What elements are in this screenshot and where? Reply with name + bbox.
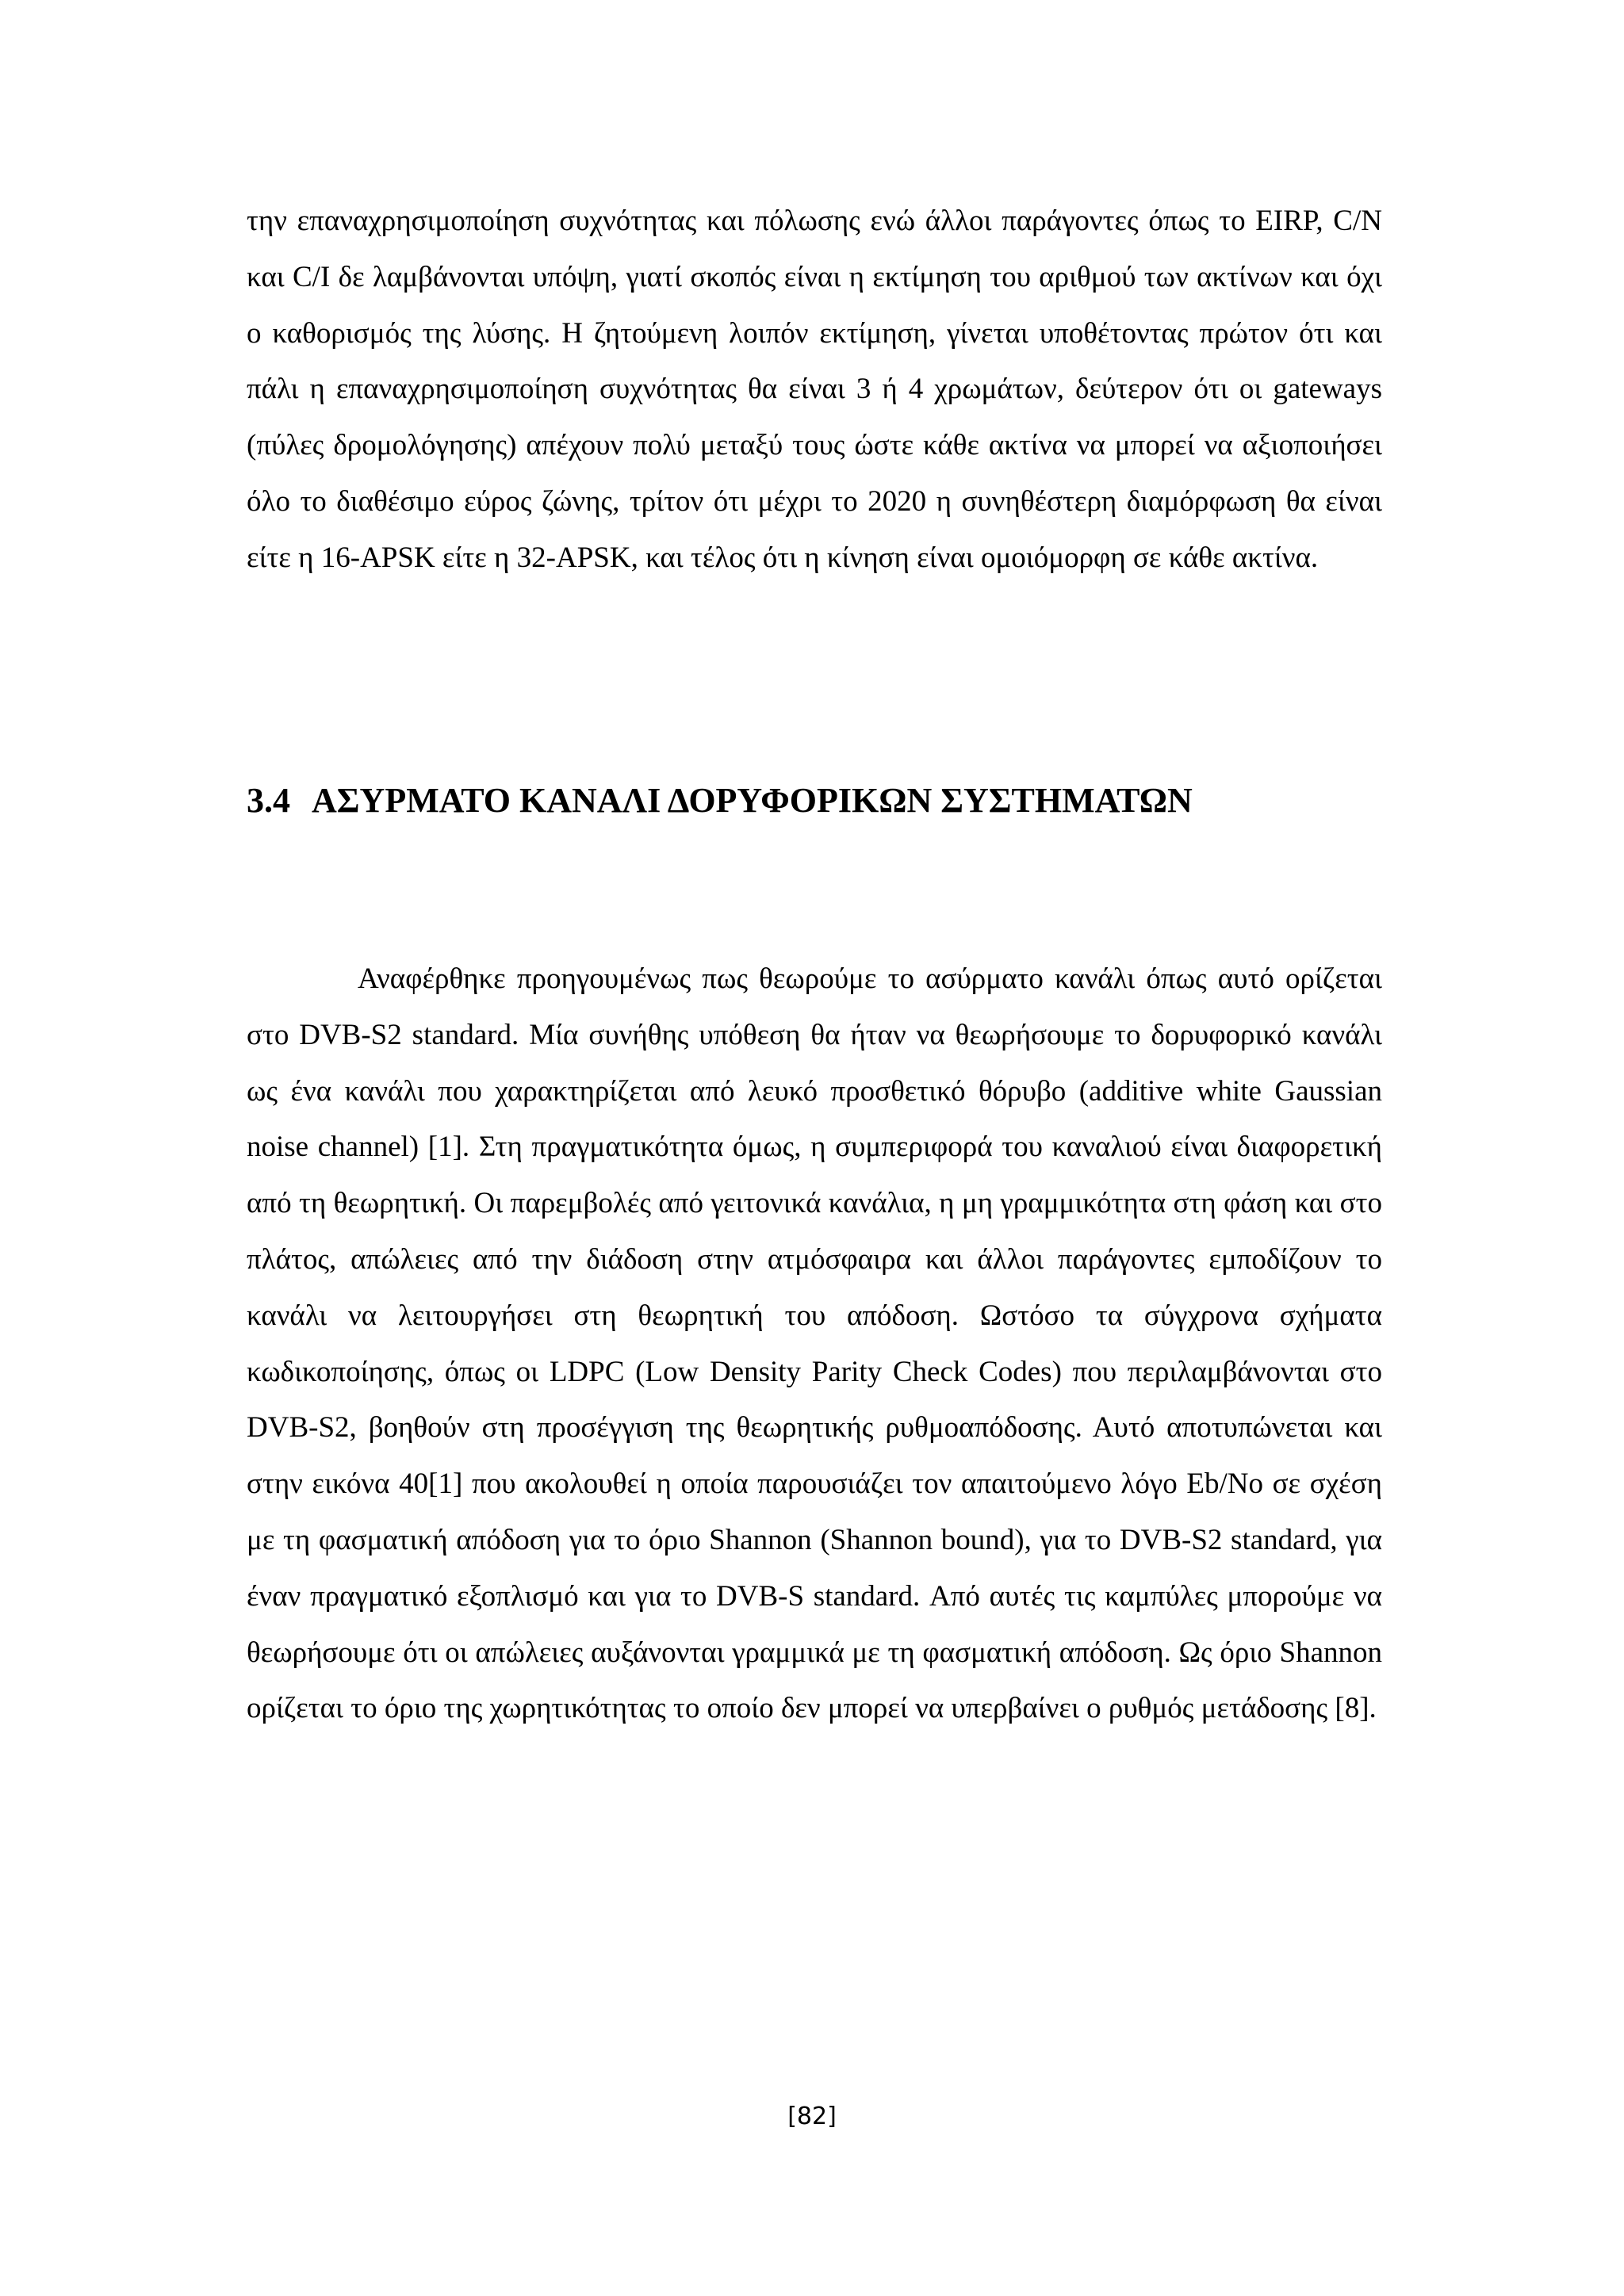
- section-heading: [247, 779, 1193, 823]
- page-number: [82]: [787, 2103, 837, 2130]
- section-title: ΑΣΥΡΜΑΤΟ ΚΑΝΑΛΙ ΔΟΡΥΦΟΡΙΚΩΝ ΣΥΣΤΗΜΑΤΩΝ: [312, 781, 1193, 820]
- section-paragraph: Αναφέρθηκε προηγουμένως πως θεωρούμε το ασύρματο κανάλι όπως αυτό ορίζεται στο DVB-S2 standard. Μία συνήθης υπόθεση θα ήταν να θεωρήσουμε το δορυφορικό κανάλι ως ένα κανάλι που χαρακτηρίζεται από λευκό προσθετικό θόρυβο (additive white Gaussian noise channel) [1]. Στη πραγματικότητα όμως, η συμπεριφορά του καναλιού είναι διαφορετική από τη θεωρητική. Οι παρεμβολές από γειτονικά κανάλια, η μη γραμμικότητα στη φάση και στο πλάτος, απώλειες από την διάδοση στην ατμόσφαιρα και άλλοι παράγοντες εμποδίζουν το κανάλι να λειτουργήσει στη θεωρητική του απόδοση. Ωστόσο τα σύγχρονα σχήματα κωδικοποίησης, όπως οι LDPC (Low Density Parity Check Codes) που περιλαμβάνονται στο DVB-S2, βοηθούν στη προσέγγιση της θεωρητικής ρυθμοαπόδοσης. Αυτό αποτυπώνεται και στην εικόνα 40[1] που ακολουθεί η οποία παρουσιάζει τον απαιτούμενο λόγο Eb/No σε σχέση με τη φασματική απόδοση για το όριο Shannon (Shannon bound), για το DVB-S2 standard, για έναν πραγματικό εξοπλισμό και για το DVB-S standard. Από αυτές τις καμπύλες μπορούμε να θεωρήσουμε ότι οι απώλειες αυξάνονται γραμμικά με τη φασματική απόδοση. Ως όριο Shannon ορίζεται το όριο της χωρητικότητας το οποίο δεν μπορεί να υπερβαίνει ο ρυθμός μετάδοσης [8].: [247, 962, 1382, 1725]
- intro-block: [247, 193, 1382, 587]
- intro-paragraph: την επαναχρησιμοποίηση συχνότητας και πόλωσης ενώ άλλοι παράγοντες όπως το EIRP, C/N και C/I δε λαμβάνονται υπόψη, γιατί σκοπός είναι η εκτίμηση του αριθμού των ακτίνων και όχι ο καθορισμός της λύσης. Η ζητούμενη λοιπόν εκτίμηση, γίνεται υποθέτοντας πρώτον ότι και πάλι η επαναχρησιμοποίηση συχνότητας θα είναι 3 ή 4 χρωμάτων, δεύτερον ότι οι gateways (πύλες δρομολόγησης) απέχουν πολύ μεταξύ τους ώστε κάθε ακτίνα να μπορεί να αξιοποιήσει όλο το διαθέσιμο εύρος ζώνης, τρίτον ότι μέχρι το 2020 η συνηθέστερη διαμόρφωση θα είναι είτε η 16-APSK είτε η 32-APSK, και τέλος ότι η κίνηση είναι ομοιόμορφη σε κάθε ακτίνα.: [247, 205, 1382, 574]
- section-number: 3.4: [247, 781, 290, 820]
- section-body-block: [247, 951, 1382, 1737]
